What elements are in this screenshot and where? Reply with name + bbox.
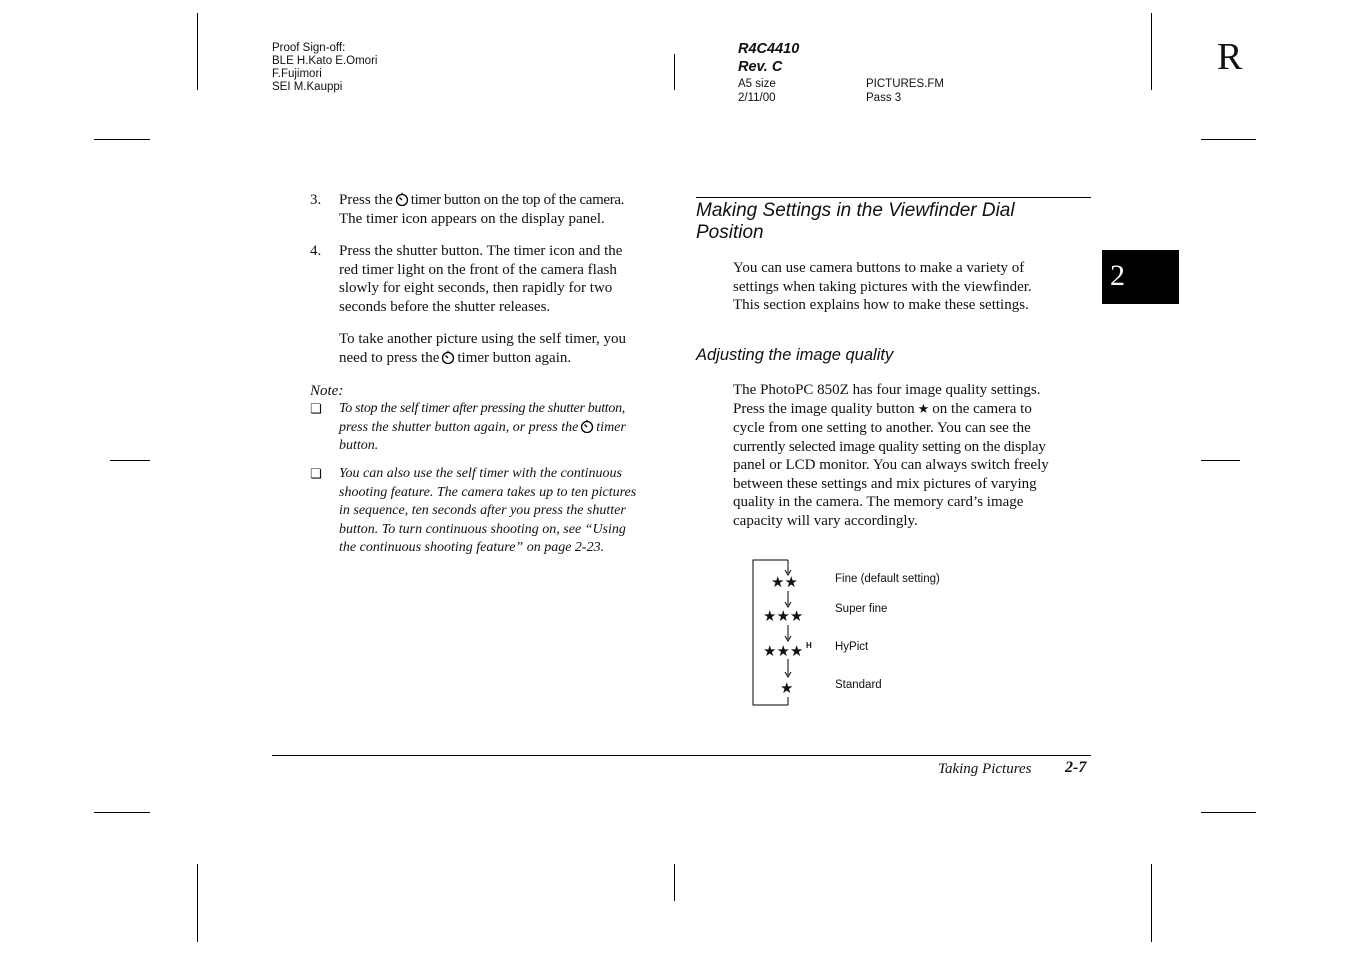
star-icon: ★ xyxy=(917,401,930,417)
hypict-stars-icon: ★★★ xyxy=(763,642,804,660)
another-line xyxy=(339,349,626,368)
proof-line: SEI M.Kauppi xyxy=(272,81,343,93)
note-1-line: To stop the self timer after pressing the shutter button, xyxy=(339,401,625,416)
note-1-text xyxy=(339,400,626,456)
footer-page-number: 2-7 xyxy=(1065,759,1087,776)
quality-label-standard: Standard xyxy=(835,679,882,691)
note-1-text-a: press the shutter button again, or press the xyxy=(339,419,579,435)
step-4-line: Press the shutter button. The timer icon and the xyxy=(339,243,623,259)
step-3-line: The timer icon appears on the display panel. xyxy=(339,210,605,227)
crop-mark-left-middle xyxy=(110,460,150,461)
another-text-a: need to press the xyxy=(339,349,440,366)
crop-mark-right-upper xyxy=(1201,139,1256,140)
footer-section: Taking Pictures xyxy=(938,761,1032,777)
another-text-b: timer button again. xyxy=(457,349,572,366)
another-line: To take another picture using the self timer, you xyxy=(339,331,627,347)
section-heading-line: Making Settings in the Viewfinder Dial xyxy=(696,200,1015,221)
registration-mark: R xyxy=(1217,36,1243,78)
step-3-text-a: Press the xyxy=(339,192,393,208)
note-2-line: the continuous shooting feature” on page 2-23. xyxy=(339,540,605,555)
step-4-number: 4. xyxy=(310,243,322,259)
section-heading-line: Position xyxy=(696,221,764,243)
standard-star-icon: ★ xyxy=(780,679,794,697)
another-picture-text xyxy=(339,330,626,367)
para-line: between these settings and mix pictures of varying xyxy=(733,475,1037,492)
doc-size: A5 size xyxy=(738,78,776,90)
fine-stars-icon: ★★ xyxy=(771,573,798,591)
crop-mark-top-right xyxy=(1151,13,1152,90)
quality-label-superfine: Super fine xyxy=(835,603,888,615)
crop-mark-right-middle xyxy=(1201,460,1240,461)
doc-pass: Pass 3 xyxy=(866,92,902,104)
para-line: cycle from one setting to another. You can see the xyxy=(733,420,1031,436)
proof-line: Proof Sign-off: xyxy=(272,42,346,54)
quality-cycle-diagram xyxy=(740,555,1000,715)
para-line: quality in the camera. The memory card’s image xyxy=(733,494,1024,510)
step-3-number: 3. xyxy=(310,192,322,208)
chapter-tab xyxy=(1102,250,1179,304)
doc-file: PICTURES.FM xyxy=(866,78,944,90)
self-timer-icon xyxy=(441,350,455,364)
note-1-line xyxy=(339,419,626,438)
note-2-line: in sequence, ten seconds after you press the shutter xyxy=(339,503,626,518)
note-1-line: button. xyxy=(339,438,379,453)
para-line xyxy=(733,400,1049,420)
step-4-text xyxy=(339,242,622,316)
image-quality-paragraph xyxy=(733,381,1049,530)
crop-mark-top-left xyxy=(197,13,198,90)
note-1-bullet: ❏ xyxy=(310,402,322,417)
proof-line: BLE H.Kato E.Omori xyxy=(272,55,378,67)
doc-date: 2/11/00 xyxy=(738,92,776,104)
section-heading xyxy=(696,200,1015,243)
crop-mark-left-upper xyxy=(94,139,150,140)
quality-label-fine: Fine (default setting) xyxy=(835,573,940,585)
intro-line: settings when taking pictures with the viewfinder. xyxy=(733,278,1032,295)
crop-mark-bottom-center xyxy=(674,864,675,901)
step-3-line xyxy=(339,191,669,210)
para-line: The PhotoPC 850Z has four image quality settings. xyxy=(733,382,1041,398)
step-3-text-b: timer button on the top of the camera. xyxy=(410,192,625,208)
doc-code: R4C4410 xyxy=(738,41,800,57)
section-intro xyxy=(733,259,1032,315)
step-4-line: seconds before the shutter releases. xyxy=(339,298,551,315)
intro-line: You can use camera buttons to make a variety of xyxy=(733,260,1025,276)
note-2-text xyxy=(339,465,636,558)
intro-line: This section explains how to make these settings. xyxy=(733,297,1029,313)
self-timer-icon xyxy=(395,192,409,206)
para-line: capacity will vary accordingly. xyxy=(733,512,918,529)
crop-mark-bottom-right xyxy=(1151,864,1152,942)
self-timer-icon xyxy=(580,419,594,433)
para-line: currently selected image quality setting on the display xyxy=(733,438,1046,455)
para-text-a: Press the image quality button xyxy=(733,400,915,417)
note-2-line: button. To turn continuous shooting on, see “Using xyxy=(339,521,626,537)
crop-mark-left-lower xyxy=(94,812,150,813)
quality-label-hypict: HyPict xyxy=(835,641,869,653)
chapter-number: 2 xyxy=(1110,259,1125,292)
proof-line: F.Fujimori xyxy=(272,68,322,80)
subheading: Adjusting the image quality xyxy=(696,346,894,364)
step-4-line: red timer light on the front of the camera flash xyxy=(339,261,617,278)
crop-mark-right-lower xyxy=(1201,812,1256,813)
crop-mark-bottom-left xyxy=(197,864,198,942)
note-title: Note: xyxy=(310,383,344,399)
note-2-bullet: ❏ xyxy=(310,467,322,482)
note-1-text-b: timer xyxy=(596,419,626,435)
step-4-line: slowly for eight seconds, then rapidly for two xyxy=(339,280,613,296)
para-line: panel or LCD monitor. You can always switch freely xyxy=(733,457,1049,473)
note-2-line: You can also use the self timer with the continuous xyxy=(339,466,622,481)
para-text-b: on the camera to xyxy=(932,400,1032,417)
superfine-stars-icon: ★★★ xyxy=(763,607,804,625)
proof-signoff xyxy=(272,42,377,94)
hypict-h-mark: H xyxy=(806,641,812,650)
crop-mark-top-center xyxy=(674,54,675,90)
section-rule xyxy=(696,197,1091,198)
doc-revision: Rev. C xyxy=(738,59,783,75)
footer-rule xyxy=(272,755,1091,756)
note-2-line: shooting feature. The camera takes up to ten pictures xyxy=(339,484,637,500)
step-3-text xyxy=(339,191,669,228)
